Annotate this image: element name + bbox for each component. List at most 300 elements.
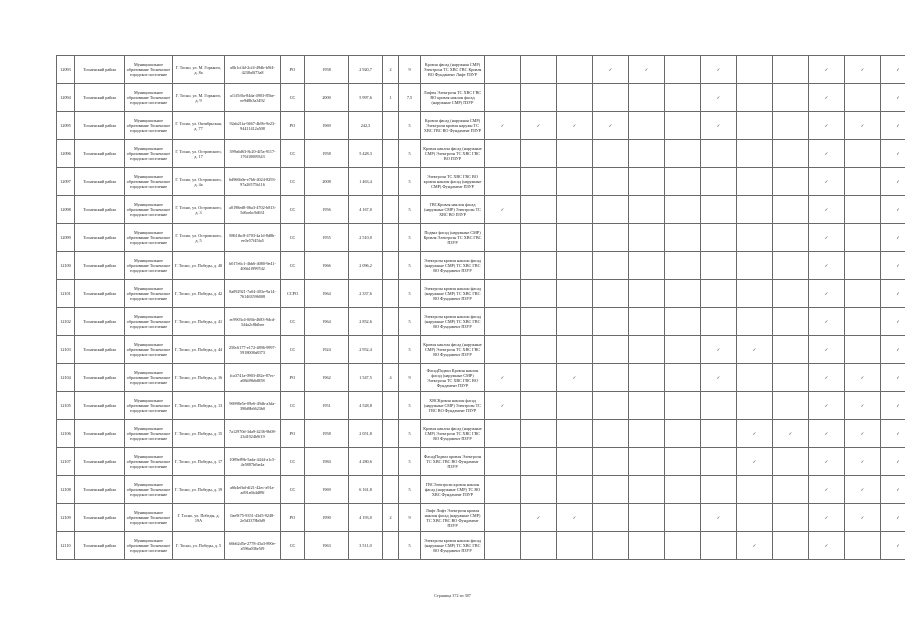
empty-cell xyxy=(521,224,557,252)
empty-cell xyxy=(773,56,809,84)
floors-cell xyxy=(383,448,399,476)
guid-cell: 7a12970d-3da9-4236-9b08-23d1924b9f19 xyxy=(225,420,281,448)
year-cell: 1969 xyxy=(305,112,349,140)
district-cell: Тосненский район xyxy=(75,476,125,504)
floors-cell xyxy=(383,168,399,196)
municipality-cell: Муниципальное образование Тосненское городское поселение xyxy=(125,280,173,308)
empty-cell xyxy=(845,84,881,112)
empty-cell xyxy=(629,532,665,560)
empty-cell xyxy=(629,364,665,392)
works-cell: Кровля фасад (наружная СМР) Электроэн кровля наружн ТС ХВС ГВС ВО Фундамент ПЗУР xyxy=(421,112,485,140)
year-cell: 1955 xyxy=(305,224,349,252)
empty-cell xyxy=(737,392,773,420)
empty-cell xyxy=(557,392,593,420)
checkmark-icon: ✓ xyxy=(485,112,521,140)
municipality-cell: Муниципальное образование Тосненское городское поселение xyxy=(125,532,173,560)
empty-cell xyxy=(521,140,557,168)
wall-material-cell: СС xyxy=(281,448,305,476)
municipality-cell: Муниципальное образование Тосненское городское поселение xyxy=(125,168,173,196)
empty-cell xyxy=(629,336,665,364)
district-cell: Тосненский район xyxy=(75,56,125,84)
empty-cell xyxy=(557,448,593,476)
empty-cell xyxy=(773,140,809,168)
municipality-cell: Муниципальное образование Тосненское городское поселение xyxy=(125,364,173,392)
empty-cell xyxy=(521,56,557,84)
empty-cell xyxy=(593,84,629,112)
wall-material-cell: СС xyxy=(281,168,305,196)
works-cell: Электроэн кровля наклон фасад (наружные СМР) ТС ХВС ГВС ВО Фундамент ПЗУР xyxy=(421,252,485,280)
empty-cell xyxy=(773,504,809,532)
floors-cell xyxy=(383,280,399,308)
empty-cell xyxy=(593,420,629,448)
area-cell: 1 463,4 xyxy=(349,168,383,196)
empty-cell xyxy=(485,476,521,504)
empty-cell xyxy=(521,476,557,504)
empty-cell xyxy=(701,252,737,280)
empty-cell xyxy=(521,532,557,560)
empty-cell xyxy=(665,420,701,448)
empty-cell xyxy=(665,196,701,224)
floors-cell xyxy=(383,196,399,224)
checkmark-icon: ✓ xyxy=(845,448,881,476)
floors-cell xyxy=(383,476,399,504)
checkmark-icon: ✓ xyxy=(809,56,845,84)
empty-cell xyxy=(665,252,701,280)
area-cell: 4 280,6 xyxy=(349,448,383,476)
district-cell: Тосненский район xyxy=(75,196,125,224)
wall-material-cell: РО xyxy=(281,56,305,84)
guid-cell: 1089e89b-5ada-4444-a1c5-4e5887bfbe4a xyxy=(225,448,281,476)
area-cell: 242,3 xyxy=(349,112,383,140)
table-row xyxy=(57,56,905,84)
checkmark-icon: ✓ xyxy=(701,112,737,140)
empty-cell xyxy=(593,336,629,364)
row-id: 12095 xyxy=(57,112,75,140)
district-cell: Тосненский район xyxy=(75,420,125,448)
empty-cell xyxy=(593,196,629,224)
empty-cell xyxy=(737,168,773,196)
entrances-cell: 5 xyxy=(399,336,421,364)
empty-cell xyxy=(665,112,701,140)
address-cell: Г. Тосно, ул. Победы, д. 42 xyxy=(173,280,225,308)
empty-cell xyxy=(629,476,665,504)
works-cell: Электроэн кровля наклон фасад (наружные СМР) ТС ХВС ГВС ВО Фундамент ПЗУР xyxy=(421,532,485,560)
floors-cell: 4 xyxy=(383,364,399,392)
municipality-cell: Муниципальное образование Тосненское городское поселение xyxy=(125,56,173,84)
floors-cell xyxy=(383,252,399,280)
checkmark-icon: ✓ xyxy=(881,56,905,84)
wall-material-cell: РО xyxy=(281,364,305,392)
empty-cell xyxy=(557,280,593,308)
empty-cell xyxy=(557,224,593,252)
checkmark-icon: ✓ xyxy=(809,532,845,560)
empty-cell xyxy=(773,392,809,420)
table-row xyxy=(57,112,905,140)
area-cell: 3 511,0 xyxy=(349,532,383,560)
area-cell: 2 510,0 xyxy=(349,224,383,252)
table-row xyxy=(57,308,905,336)
row-id: 12102 xyxy=(57,308,75,336)
table-row xyxy=(57,252,905,280)
address-cell: Г. Тосно, ул. М. Горького, д. 9 xyxy=(173,84,225,112)
empty-cell xyxy=(557,168,593,196)
empty-cell xyxy=(629,84,665,112)
address-cell: Г. Тосно, ул. Островского, д. 3 xyxy=(173,196,225,224)
district-cell: Тосненский район xyxy=(75,280,125,308)
district-cell: Тосненский район xyxy=(75,336,125,364)
works-cell: Лифт Лифт Электроэн кровля наклон фасад (наружные СМР) ТС ХВС ГВС ВО Фундамент ПЗУР xyxy=(421,504,485,532)
checkmark-icon: ✓ xyxy=(701,56,737,84)
district-cell: Тосненский район xyxy=(75,84,125,112)
empty-cell xyxy=(773,196,809,224)
checkmark-icon: ✓ xyxy=(701,504,737,532)
table-row xyxy=(57,476,905,504)
registry-table xyxy=(56,55,905,560)
works-cell: ГВСЭлектроэн кровля наклон фасад (наружные СМР) ТС ВО ХВС Фундамент ПЗУР xyxy=(421,476,485,504)
year-cell: 1984 xyxy=(305,448,349,476)
checkmark-icon: ✓ xyxy=(845,504,881,532)
empty-cell xyxy=(521,420,557,448)
checkmark-icon: ✓ xyxy=(485,392,521,420)
row-id: 12103 xyxy=(57,336,75,364)
empty-cell xyxy=(593,308,629,336)
municipality-cell: Муниципальное образование Тосненское городское поселение xyxy=(125,476,173,504)
year-cell: 1964 xyxy=(305,308,349,336)
empty-cell xyxy=(629,448,665,476)
works-cell: ГВСКровля наклон фасад (наружные СМР) Электроэн ТС ХВС ВО ПЗУР xyxy=(421,196,485,224)
empty-cell xyxy=(521,392,557,420)
table-row xyxy=(57,448,905,476)
district-cell: Тосненский район xyxy=(75,112,125,140)
checkmark-icon: ✓ xyxy=(881,364,905,392)
checkmark-icon: ✓ xyxy=(881,84,905,112)
wall-material-cell: СС xyxy=(281,224,305,252)
district-cell: Тосненский район xyxy=(75,364,125,392)
floors-cell xyxy=(383,308,399,336)
empty-cell xyxy=(665,56,701,84)
empty-cell xyxy=(629,504,665,532)
empty-cell xyxy=(557,252,593,280)
checkmark-icon: ✓ xyxy=(809,476,845,504)
checkmark-icon: ✓ xyxy=(881,308,905,336)
checkmark-icon: ✓ xyxy=(845,364,881,392)
row-id: 12110 xyxy=(57,532,75,560)
empty-cell xyxy=(521,252,557,280)
empty-cell xyxy=(737,252,773,280)
empty-cell xyxy=(665,140,701,168)
table-row xyxy=(57,224,905,252)
checkmark-icon: ✓ xyxy=(485,364,521,392)
empty-cell xyxy=(737,84,773,112)
area-cell: 2 920,7 xyxy=(349,56,383,84)
year-cell: 2008 xyxy=(305,168,349,196)
floors-cell xyxy=(383,532,399,560)
empty-cell xyxy=(665,532,701,560)
wall-material-cell: СС xyxy=(281,336,305,364)
checkmark-icon: ✓ xyxy=(881,420,905,448)
checkmark-icon: ✓ xyxy=(557,504,593,532)
empty-cell xyxy=(773,280,809,308)
checkmark-icon: ✓ xyxy=(881,168,905,196)
address-cell: Г. Тосно, ул. Победы, д. 15 xyxy=(173,420,225,448)
entrances-cell: 5 xyxy=(399,140,421,168)
checkmark-icon: ✓ xyxy=(881,280,905,308)
entrances-cell: 9 xyxy=(399,504,421,532)
table-row xyxy=(57,280,905,308)
district-cell: Тосненский район xyxy=(75,140,125,168)
empty-cell xyxy=(485,336,521,364)
guid-cell: 6d966b0e-e7b6-4024-8293-97a26575b116 xyxy=(225,168,281,196)
empty-cell xyxy=(773,224,809,252)
table-body xyxy=(57,56,905,560)
empty-cell xyxy=(773,532,809,560)
area-cell: 4 528,8 xyxy=(349,392,383,420)
empty-cell xyxy=(593,532,629,560)
guid-cell: 8861fbc8-4703-4a1d-8d8b-ee3e57f45fa5 xyxy=(225,224,281,252)
empty-cell xyxy=(593,280,629,308)
empty-cell xyxy=(593,476,629,504)
table-row xyxy=(57,168,905,196)
empty-cell xyxy=(845,196,881,224)
address-cell: Г. Тосно, ул. Победы, д. 41 xyxy=(173,308,225,336)
empty-cell xyxy=(521,448,557,476)
area-cell: 2 952,4 xyxy=(349,336,383,364)
wall-material-cell: СС xyxy=(281,84,305,112)
empty-cell xyxy=(701,392,737,420)
checkmark-icon: ✓ xyxy=(809,252,845,280)
floors-cell xyxy=(383,224,399,252)
entrances-cell: 9 xyxy=(399,56,421,84)
empty-cell xyxy=(593,140,629,168)
area-cell: 1 547,5 xyxy=(349,364,383,392)
empty-cell xyxy=(665,336,701,364)
row-id: 12100 xyxy=(57,252,75,280)
entrances-cell: 5 xyxy=(399,168,421,196)
checkmark-icon: ✓ xyxy=(773,420,809,448)
empty-cell xyxy=(737,364,773,392)
empty-cell xyxy=(629,196,665,224)
empty-cell xyxy=(845,224,881,252)
guid-cell: 8a092921-7a04-403e-9a14-761463596008 xyxy=(225,280,281,308)
wall-material-cell: РО xyxy=(281,112,305,140)
table-row xyxy=(57,364,905,392)
checkmark-icon: ✓ xyxy=(521,112,557,140)
empty-cell xyxy=(485,280,521,308)
checkmark-icon: ✓ xyxy=(809,504,845,532)
district-cell: Тосненский район xyxy=(75,448,125,476)
works-cell: Лифты Электроэн ТС ХВС ГВС ВО кровля наклон фасад (наружные СМР) ПЗУР xyxy=(421,84,485,112)
guid-cell: a11f5f0a-84da-4903-85be-ee9d8b3a3492 xyxy=(225,84,281,112)
empty-cell xyxy=(557,532,593,560)
empty-cell xyxy=(629,280,665,308)
works-cell: Кровля наклон фасад (наружные СМР) Электроэн ТС ХВС ГВС ВО ПЗУР xyxy=(421,140,485,168)
empty-cell xyxy=(701,476,737,504)
empty-cell xyxy=(773,308,809,336)
empty-cell xyxy=(557,420,593,448)
empty-cell xyxy=(665,308,701,336)
empty-cell xyxy=(557,56,593,84)
empty-cell xyxy=(665,504,701,532)
empty-cell xyxy=(845,336,881,364)
entrances-cell: 5 xyxy=(399,308,421,336)
table-row xyxy=(57,532,905,560)
wall-material-cell: СС xyxy=(281,476,305,504)
checkmark-icon: ✓ xyxy=(737,420,773,448)
wall-material-cell: СС xyxy=(281,252,305,280)
year-cell: 1958 xyxy=(305,420,349,448)
entrances-cell: 7,5 xyxy=(399,84,421,112)
checkmark-icon: ✓ xyxy=(737,336,773,364)
empty-cell xyxy=(773,448,809,476)
year-cell: 1990 xyxy=(305,504,349,532)
checkmark-icon: ✓ xyxy=(881,532,905,560)
district-cell: Тосненский район xyxy=(75,532,125,560)
wall-material-cell: СС xyxy=(281,392,305,420)
empty-cell xyxy=(737,56,773,84)
row-id: 12107 xyxy=(57,448,75,476)
empty-cell xyxy=(737,196,773,224)
works-cell: ФасадПодвал кровля Электроэн ТС ХВС ГВС ВО Фундамент ПЗУР xyxy=(421,448,485,476)
checkmark-icon: ✓ xyxy=(809,448,845,476)
checkmark-icon: ✓ xyxy=(737,532,773,560)
empty-cell xyxy=(845,252,881,280)
area-cell: 2 051,8 xyxy=(349,420,383,448)
area-cell: 2 852,6 xyxy=(349,308,383,336)
district-cell: Тосненский район xyxy=(75,392,125,420)
entrances-cell: 5 xyxy=(399,420,421,448)
year-cell: 2000 xyxy=(305,84,349,112)
empty-cell xyxy=(845,280,881,308)
area-cell: 2 096,2 xyxy=(349,252,383,280)
empty-cell xyxy=(485,420,521,448)
address-cell: Г. Тосно, ул. Октябрьская, д. 77 xyxy=(173,112,225,140)
checkmark-icon: ✓ xyxy=(809,364,845,392)
empty-cell xyxy=(593,224,629,252)
area-cell: 2 337,6 xyxy=(349,280,383,308)
municipality-cell: Муниципальное образование Тосненское городское поселение xyxy=(125,84,173,112)
empty-cell xyxy=(485,448,521,476)
empty-cell xyxy=(773,336,809,364)
empty-cell xyxy=(593,448,629,476)
entrances-cell: 5 xyxy=(399,196,421,224)
empty-cell xyxy=(737,504,773,532)
empty-cell xyxy=(773,252,809,280)
empty-cell xyxy=(593,168,629,196)
address-cell: Г. Тосно, ул. Победы, д. 44 xyxy=(173,336,225,364)
checkmark-icon: ✓ xyxy=(881,504,905,532)
guid-cell: 0ae9f75-9351-43d5-9248-2e5d3378b0d9 xyxy=(225,504,281,532)
table-row xyxy=(57,84,905,112)
checkmark-icon: ✓ xyxy=(809,308,845,336)
checkmark-icon: ✓ xyxy=(881,476,905,504)
district-cell: Тосненский район xyxy=(75,168,125,196)
wall-material-cell: СС xyxy=(281,308,305,336)
empty-cell xyxy=(773,364,809,392)
address-cell: Г. Тосно, ул. Победы, д. 13 xyxy=(173,392,225,420)
empty-cell xyxy=(773,168,809,196)
empty-cell xyxy=(737,476,773,504)
floors-cell: 1 xyxy=(383,84,399,112)
floors-cell xyxy=(383,112,399,140)
checkmark-icon: ✓ xyxy=(557,112,593,140)
empty-cell xyxy=(701,308,737,336)
year-cell: 1924 xyxy=(305,336,349,364)
works-cell: Подвал фасад (наружные СМР) Кровля Электроэн ТС ХВС ГВС ПЗУР xyxy=(421,224,485,252)
empty-cell xyxy=(485,504,521,532)
checkmark-icon: ✓ xyxy=(881,224,905,252)
year-cell: 1962 xyxy=(305,364,349,392)
empty-cell xyxy=(521,84,557,112)
empty-cell xyxy=(629,308,665,336)
empty-cell xyxy=(701,420,737,448)
row-id: 12108 xyxy=(57,476,75,504)
municipality-cell: Муниципальное образование Тосненское городское поселение xyxy=(125,336,173,364)
checkmark-icon: ✓ xyxy=(809,112,845,140)
row-id: 12094 xyxy=(57,84,75,112)
empty-cell xyxy=(521,280,557,308)
empty-cell xyxy=(485,140,521,168)
empty-cell xyxy=(665,448,701,476)
year-cell: 1966 xyxy=(305,252,349,280)
empty-cell xyxy=(629,168,665,196)
table-row xyxy=(57,336,905,364)
works-cell: Кровля наклон фасад (наружные СМР) Электроэн ТС ХВС ГВС ВО Фундамент ПЗУР xyxy=(421,420,485,448)
guid-cell: 250c6177-e172-4896-9997-5918008a8373 xyxy=(225,336,281,364)
checkmark-icon: ✓ xyxy=(701,84,737,112)
empty-cell xyxy=(737,280,773,308)
address-cell: Г. Тосно, ул. Победы, д. 16 xyxy=(173,364,225,392)
row-id: 12097 xyxy=(57,168,75,196)
floors-cell: 2 xyxy=(383,504,399,532)
district-cell: Тосненский район xyxy=(75,504,125,532)
works-cell: Электроэн ТС ХВС ГВС ВО кровля наклон фасад (наружные СМР) Фундамент ПЗУР xyxy=(421,168,485,196)
empty-cell xyxy=(737,140,773,168)
empty-cell xyxy=(629,420,665,448)
entrances-cell: 5 xyxy=(399,392,421,420)
municipality-cell: Муниципальное образование Тосненское городское поселение xyxy=(125,224,173,252)
empty-cell xyxy=(593,504,629,532)
empty-cell xyxy=(665,168,701,196)
floors-cell xyxy=(383,420,399,448)
year-cell: 1963 xyxy=(305,532,349,560)
empty-cell xyxy=(557,196,593,224)
row-id: 12096 xyxy=(57,140,75,168)
guid-cell: fca3741a-0903-482e-87ec-a08df9b6d858 xyxy=(225,364,281,392)
guid-cell: 96998e5e-09e6-49db-a3da-390d8b6623b0 xyxy=(225,392,281,420)
checkmark-icon: ✓ xyxy=(881,112,905,140)
empty-cell xyxy=(665,364,701,392)
checkmark-icon: ✓ xyxy=(809,336,845,364)
checkmark-icon: ✓ xyxy=(593,56,629,84)
guid-cell: ec9903c4-0f6b-4683-9dcd-344a2c8bfbee xyxy=(225,308,281,336)
works-cell: ХВСКровля наклон фасад (наружные СМР) Электроэн ТС ГВС ВО Фундамент ПЗУР xyxy=(421,392,485,420)
checkmark-icon: ✓ xyxy=(881,140,905,168)
empty-cell xyxy=(485,84,521,112)
empty-cell xyxy=(773,112,809,140)
empty-cell xyxy=(629,112,665,140)
year-cell: 1958 xyxy=(305,56,349,84)
empty-cell xyxy=(485,168,521,196)
municipality-cell: Муниципальное образование Тосненское городское поселение xyxy=(125,392,173,420)
guid-cell: a0198ed8-06a3-4702-b813-5d6cebc9d631 xyxy=(225,196,281,224)
entrances-cell: 5 xyxy=(399,532,421,560)
checkmark-icon: ✓ xyxy=(701,336,737,364)
checkmark-icon: ✓ xyxy=(701,364,737,392)
guid-cell: b017e6c1-4bb6-4080-9e41-406b1f9997d2 xyxy=(225,252,281,280)
entrances-cell: 5 xyxy=(399,280,421,308)
empty-cell xyxy=(593,392,629,420)
checkmark-icon: ✓ xyxy=(809,392,845,420)
